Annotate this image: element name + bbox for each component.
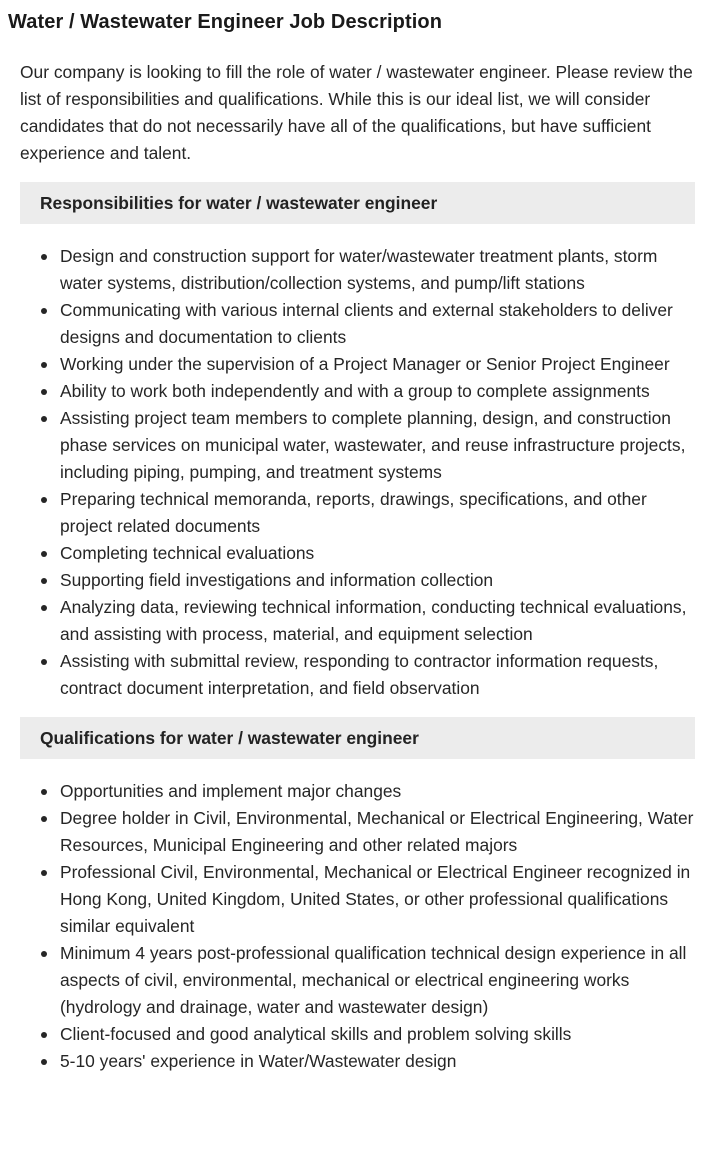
bullet-icon [41, 951, 47, 957]
list-item-text: Assisting project team members to complete planning, design, and construction phase services on municipal water, wastewater, and reuse infrastructure projects, including piping, pumping, and treatment systems [60, 408, 686, 482]
list-item [20, 540, 695, 567]
list-item [20, 567, 695, 594]
list-item [20, 243, 695, 297]
list-item [20, 805, 695, 859]
responsibilities-heading: Responsibilities for water / wastewater engineer [20, 182, 695, 224]
list-item-text: Degree holder in Civil, Environmental, Mechanical or Electrical Engineering, Water Resources, Municipal Engineering and other related majors [60, 808, 694, 855]
bullet-icon [41, 497, 47, 503]
qualifications-heading: Qualifications for water / wastewater engineer [20, 717, 695, 759]
list-item [20, 405, 695, 486]
bullet-icon [41, 308, 47, 314]
list-item-text: Professional Civil, Environmental, Mechanical or Electrical Engineer recognized in Hong Kong, United Kingdom, United States, or other professional qualifications similar equivalent [60, 862, 691, 936]
list-item-text: Supporting field investigations and information collection [60, 570, 494, 590]
list-item [20, 778, 695, 805]
list-item [20, 378, 695, 405]
list-item-text: Ability to work both independently and with a group to complete assignments [60, 381, 650, 401]
bullet-icon [41, 1032, 47, 1038]
list-item-text: Client-focused and good analytical skills and problem solving skills [60, 1024, 572, 1044]
list-item [20, 486, 695, 540]
list-item [20, 1048, 695, 1075]
bullet-icon [41, 254, 47, 260]
list-item-text: Communicating with various internal clients and external stakeholders to deliver designs and documentation to clients [60, 300, 673, 347]
bullet-icon [41, 578, 47, 584]
list-item [20, 648, 695, 702]
intro-paragraph: Our company is looking to fill the role of water / wastewater engineer. Please review the list of responsibilities and qualifications. While this is our ideal list, we will consider candidates that do not necessarily have all of the qualifications, but have sufficient experience and talent. [20, 62, 693, 163]
responsibilities-list [20, 243, 695, 702]
bullet-icon [41, 659, 47, 665]
list-item-text: Opportunities and implement major changes [60, 781, 402, 801]
list-item [20, 297, 695, 351]
bullet-icon [41, 816, 47, 822]
list-item-text: Completing technical evaluations [60, 543, 315, 563]
list-item-text: Analyzing data, reviewing technical information, conducting technical evaluations, and assisting with process, material, and equipment selection [60, 597, 687, 644]
list-item [20, 859, 695, 940]
bullet-icon [41, 416, 47, 422]
list-item-text: Preparing technical memoranda, reports, drawings, specifications, and other project related documents [60, 489, 647, 536]
page-title: Water / Wastewater Engineer Job Description [8, 11, 443, 33]
bullet-icon [41, 389, 47, 395]
list-item [20, 940, 695, 1021]
bullet-icon [41, 1059, 47, 1065]
list-item [20, 1021, 695, 1048]
bullet-icon [41, 870, 47, 876]
list-item-text: Design and construction support for water/wastewater treatment plants, storm water systems, distribution/collection systems, and pump/lift stations [60, 246, 658, 293]
bullet-icon [41, 605, 47, 611]
bullet-icon [41, 789, 47, 795]
list-item-text: 5-10 years' experience in Water/Wastewater design [60, 1051, 457, 1071]
bullet-icon [41, 551, 47, 557]
bullet-icon [41, 362, 47, 368]
list-item-text: Minimum 4 years post-professional qualification technical design experience in all aspects of civil, environmental, mechanical or electrical engineering works (hydrology and drainage, water and wastewater design) [60, 943, 687, 1017]
list-item-text: Working under the supervision of a Project Manager or Senior Project Engineer [60, 354, 670, 374]
list-item-text: Assisting with submittal review, responding to contractor information requests, contract document interpretation, and field observation [60, 651, 659, 698]
list-item [20, 594, 695, 648]
list-item [20, 351, 695, 378]
qualifications-list [20, 778, 695, 1075]
